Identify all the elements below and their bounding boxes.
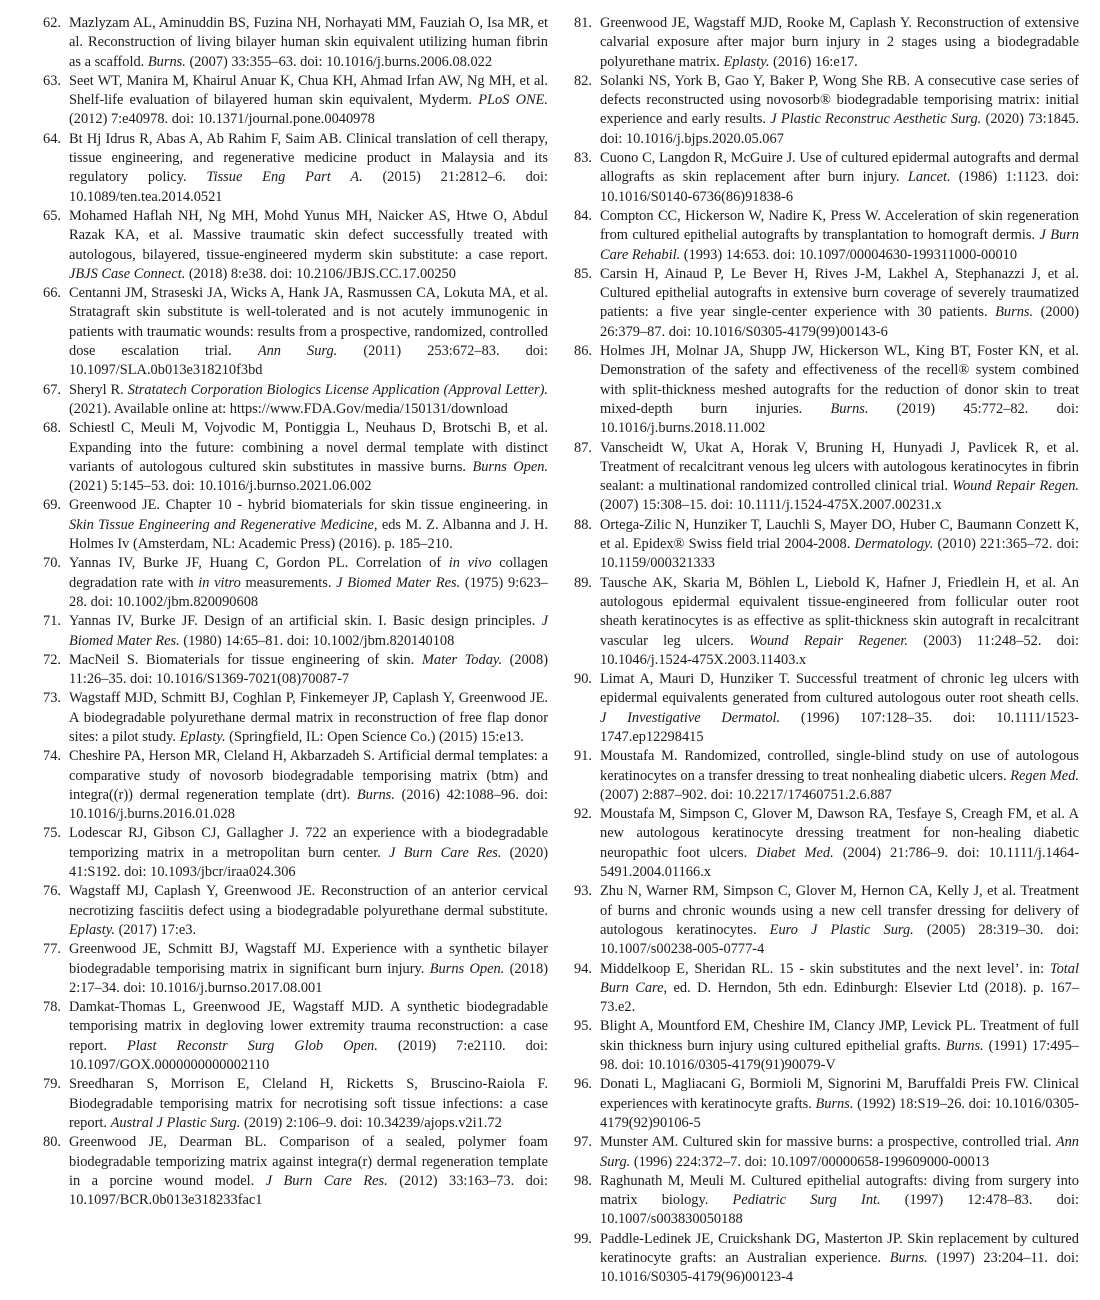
reference-plain-segment: measurements. xyxy=(240,574,337,591)
reference-text xyxy=(69,73,548,128)
reference-italic-segment: Mater Today. xyxy=(421,651,503,668)
reference-text xyxy=(600,1173,1079,1228)
reference-item xyxy=(574,747,1079,805)
reference-plain-segment: (2015) 21:2812–6. doi: 10.1089/ten.tea.2014.0521 xyxy=(69,169,548,205)
references-column-left xyxy=(43,14,548,1292)
reference-text xyxy=(600,575,1079,668)
reference-plain-segment: Centanni JM, Straseski JA, Wicks A, Hank JA, Rasmussen CA, Lokuta MA, et al. Stratagraft skin substitute is well-tolerated and is not acutely immunogenic in patients with traumatic wounds: results from a prospective, randomized, controlled dose escalation trial. xyxy=(69,285,548,360)
reference-number: 86. xyxy=(574,343,592,360)
reference-plain-segment: Mohamed Haflah NH, Ng MH, Mohd Yunus MH, Naicker AS, Htwe O, Abdul Razak KA, et al. Massive traumatic skin defect successfully treated with autologous, bilayered, tissue-engineered myderm skin substitute: a case report. xyxy=(69,207,548,263)
reference-number: 71. xyxy=(43,613,61,630)
reference-plain-segment: Holmes JH, Molnar JA, Shupp JW, Hickerson WL, King BT, Foster KN, et al. Demonstration of the safety and effectiveness of the recell® system combined with split-thickness meshed autografts for the reduction of donor skin to treat mixed-depth burn injuries. xyxy=(600,343,1079,417)
reference-item xyxy=(574,1075,1079,1133)
reference-plain-segment: (2020) 73:1845. doi: 10.1016/j.bjps.2020.05.067 xyxy=(600,111,1079,147)
reference-plain-segment: , ed. D. Herndon, 5th edn. Edinburgh: Elsevier Ltd (2018). p. 167–73.e2. xyxy=(600,979,1079,1016)
reference-italic-segment: Skin Tissue Engineering and Regenerative Medicine xyxy=(69,516,374,533)
reference-number: 92. xyxy=(574,806,592,823)
reference-plain-segment: (2005) 28:319–30. doi: 10.1007/s00238-005-0777-4 xyxy=(600,921,1079,958)
reference-plain-segment: (2010) 221:365–72. doi: 10.1159/000321333 xyxy=(600,536,1079,572)
reference-text xyxy=(69,613,548,648)
reference-text xyxy=(600,15,1079,70)
reference-number: 83. xyxy=(574,150,592,167)
reference-plain-segment: (2012) 7:e40978. doi: 10.1371/journal.pone.0040978 xyxy=(69,111,375,128)
reference-plain-segment: (1996) 224:372–7. doi: 10.1097/00000658-199609000-00013 xyxy=(630,1153,990,1170)
reference-number: 94. xyxy=(574,960,592,977)
reference-plain-segment: Limat A, Mauri D, Hunziker T. Successful treatment of chronic leg ulcers with epidermal equivalents generated from cultured autologous outer root sheath cells. xyxy=(600,671,1079,707)
reference-italic-segment: Wound Repair Regener. xyxy=(749,632,909,649)
reference-italic-segment: Burns. xyxy=(356,786,395,803)
reference-item xyxy=(574,960,1079,1018)
reference-plain-segment: Compton CC, Hickerson W, Nadire K, Press W. Acceleration of skin regeneration from cultured epithelial autografts by transplantation to homograft dermis. xyxy=(600,207,1079,244)
reference-plain-segment: (2011) 253:672–83. doi: 10.1097/SLA.0b013e318210f3bd xyxy=(69,343,548,379)
reference-plain-segment: (2016) 42:1088–96. doi: 10.1016/j.burns.2016.01.028 xyxy=(69,786,548,823)
reference-item xyxy=(574,72,1079,149)
reference-italic-segment: in vivo xyxy=(448,555,492,572)
reference-italic-segment: J Investigative Dermatol. xyxy=(600,709,781,726)
reference-text xyxy=(600,883,1079,957)
reference-plain-segment: MacNeil S. Biomaterials for tissue engineering of skin. xyxy=(69,651,422,668)
reference-italic-segment: JBJS Case Connect. xyxy=(69,265,186,282)
reference-plain-segment: Tausche AK, Skaria M, Böhlen L, Liebold K, Hafner J, Friedlein H, et al. An autologous epidermal equivalent tissue-engineered from follicular outer root sheath keratinocytes is as effective as split-thickness skin autograft in recalcitrant vascular leg ulcers. xyxy=(600,574,1079,649)
reference-plain-segment: (1997) 23:204–11. doi: 10.1016/S0305-4179(96)00123-4 xyxy=(600,1250,1079,1286)
reference-plain-segment: Vanscheidt W, Ukat A, Horak V, Bruning H, Hunyadi J, Pavlicek R, et al. Treatment of recalcitrant venous leg ulcers with autologous keratinocytes in fibrin sealant: a multinational randomized controlled clinical trial. xyxy=(600,439,1079,495)
reference-number: 62. xyxy=(43,15,61,31)
reference-text xyxy=(600,671,1079,745)
reference-text xyxy=(600,517,1079,572)
reference-plain-segment: , eds M. Z. Albanna and J. H. Holmes Iv (Amsterdam, NL: Academic Press) (2016). p. 185–210. xyxy=(69,516,548,553)
reference-text xyxy=(600,806,1079,880)
reference-plain-segment: (1991) 17:495–98. doi: 10.1016/0305-4179(91)90079-V xyxy=(600,1037,1079,1074)
reference-item xyxy=(574,805,1079,882)
reference-number: 79. xyxy=(43,1076,61,1093)
reference-text xyxy=(600,1076,1079,1131)
reference-italic-segment: in vitro xyxy=(198,574,241,591)
reference-number: 76. xyxy=(43,883,61,900)
reference-number: 66. xyxy=(43,285,61,302)
reference-item xyxy=(574,14,1079,72)
reference-item xyxy=(574,1230,1079,1288)
reference-number: 99. xyxy=(574,1230,592,1247)
reference-text xyxy=(69,131,548,205)
reference-item xyxy=(43,72,548,130)
reference-plain-segment: (1975) 9:623–28. doi: 10.1002/jbm.820090608 xyxy=(69,574,548,610)
reference-plain-segment: (2016) 16:e17. xyxy=(769,53,858,70)
reference-number: 68. xyxy=(43,420,61,437)
reference-number: 77. xyxy=(43,941,61,958)
reference-plain-segment: Cheshire PA, Herson MR, Cleland H, Akbarzadeh S. Artificial dermal templates: a comparative study of novosorb biodegradable temporising matrix (btm) and integra((r)) dermal regeneration template (drt). xyxy=(69,748,548,803)
reference-text xyxy=(69,690,548,745)
reference-item xyxy=(43,747,548,824)
reference-plain-segment: Yannas IV, Burke JF. Design of an artificial skin. I. Basic design principles. xyxy=(69,613,542,630)
reference-text xyxy=(69,748,548,822)
reference-plain-segment: (2021) 5:145–53. doi: 10.1016/j.burnso.2021.06.002 xyxy=(69,478,372,495)
reference-italic-segment: Burns. xyxy=(830,400,869,417)
reference-number: 69. xyxy=(43,497,61,514)
reference-item xyxy=(43,1075,548,1133)
reference-italic-segment: J Burn Care Res. xyxy=(389,844,502,861)
reference-italic-segment: Austral J Plastic Surg. xyxy=(110,1114,241,1131)
reference-plain-segment: Ortega-Zilic N, Hunziker T, Lauchli S, Mayer DO, Huber C, Baumann Conzett K, et al. Epidex® Swiss field trial 2004-2008. xyxy=(600,516,1079,553)
reference-item xyxy=(43,14,548,72)
reference-plain-segment: Raghunath M, Meuli M. Cultured epithelial autografts: diving from surgery into matrix biology. xyxy=(600,1172,1079,1209)
reference-item xyxy=(574,1017,1079,1075)
reference-number: 63. xyxy=(43,72,61,89)
reference-plain-segment: (1992) 18:S19–26. doi: 10.1016/0305-4179(92)90106-5 xyxy=(600,1095,1079,1131)
reference-item xyxy=(43,998,548,1075)
reference-plain-segment: (2019) 7:e2110. doi: 10.1097/GOX.0000000000002110 xyxy=(69,1037,548,1074)
reference-plain-segment: (2003) 11:248–52. doi: 10.1046/j.1524-475X.2003.11403.x xyxy=(600,632,1079,668)
reference-text xyxy=(600,208,1079,263)
reference-plain-segment: (2021). Available online at: https://www.FDA.Gov/media/150131/download xyxy=(69,400,508,417)
reference-italic-segment: Regen Med. xyxy=(1010,767,1079,784)
reference-item xyxy=(574,439,1079,516)
reference-item xyxy=(574,342,1079,438)
reference-text xyxy=(69,652,548,687)
reference-text xyxy=(69,208,548,282)
reference-plain-segment: (1996) 107:128–35. doi: 10.1111/1523-1747.ep12298415 xyxy=(600,709,1079,745)
reference-number: 97. xyxy=(574,1134,592,1151)
reference-plain-segment: (2000) 26:379–87. doi: 10.1016/S0305-4179(99)00143-6 xyxy=(600,304,1079,340)
reference-plain-segment: (2019) 2:106–9. doi: 10.34239/ajops.v2i1.72 xyxy=(240,1114,502,1131)
reference-italic-segment: Burns Open. xyxy=(472,458,548,475)
reference-item xyxy=(43,496,548,554)
reference-text xyxy=(600,961,1079,1016)
reference-text xyxy=(69,1134,548,1208)
reference-italic-segment: Burns. xyxy=(995,304,1034,321)
reference-item xyxy=(43,651,548,690)
reference-text xyxy=(69,15,548,70)
reference-item xyxy=(574,1172,1079,1230)
reference-item xyxy=(43,207,548,284)
reference-plain-segment: (2007) 15:308–15. doi: 10.1111/j.1524-475X.2007.00231.x xyxy=(600,497,942,514)
reference-italic-segment: Euro J Plastic Surg. xyxy=(769,921,914,938)
reference-number: 74. xyxy=(43,748,61,765)
reference-number: 73. xyxy=(43,690,61,707)
reference-number: 98. xyxy=(574,1172,592,1189)
reference-italic-segment: J Burn Care Rehabil. xyxy=(600,227,1079,263)
reference-text xyxy=(69,285,548,378)
reference-italic-segment: Burns Open. xyxy=(429,960,505,977)
reference-text xyxy=(69,555,548,610)
reference-item xyxy=(574,574,1079,670)
reference-plain-segment: (2007) 33:355–63. doi: 10.1016/j.burns.2006.08.022 xyxy=(185,53,493,70)
reference-number: 88. xyxy=(574,516,592,533)
reference-plain-segment: Sheryl R. xyxy=(69,381,128,398)
reference-number: 85. xyxy=(574,265,592,282)
reference-text xyxy=(600,1134,1079,1169)
reference-text xyxy=(600,73,1079,147)
reference-number: 72. xyxy=(43,651,61,668)
reference-plain-segment: Wagstaff MJD, Schmitt BJ, Coghlan P, Finkemeyer JP, Caplash Y, Greenwood JE. A biodegradable polyurethane dermal matrix in reconstruction of free flap donor sites: a pilot study. xyxy=(69,690,548,745)
reference-number: 67. xyxy=(43,381,61,398)
reference-number: 93. xyxy=(574,883,592,900)
reference-text xyxy=(69,825,548,880)
reference-plain-segment: Cuono C, Langdon R, McGuire J. Use of cultured epidermal autografts and dermal allografts as skin replacement after burn injury. xyxy=(600,150,1079,186)
reference-text xyxy=(69,883,548,938)
reference-number: 87. xyxy=(574,439,592,456)
reference-italic-segment: Burns. xyxy=(889,1250,928,1266)
reference-number: 70. xyxy=(43,555,61,572)
reference-plain-segment: (2018) 8:e38. doi: 10.2106/JBJS.CC.17.00250 xyxy=(185,265,456,282)
reference-text xyxy=(600,343,1079,436)
reference-plain-segment: Carsin H, Ainaud P, Le Bever H, Rives J-M, Lakhel A, Stephanazzi J, et al. Cultured epithelial autografts in extensive burn coverage of severely traumatized patients: a five year single-center experience with 30 patients. xyxy=(600,265,1079,321)
reference-plain-segment: (2004) 21:786–9. doi: 10.1111/j.1464-5491.2004.01166.x xyxy=(600,844,1079,881)
reference-plain-segment: (1997) 12:478–83. doi: 10.1007/s003830050188 xyxy=(600,1192,1079,1228)
reference-plain-segment: Blight A, Mountford EM, Cheshire IM, Clancy JMP, Levick PL. Treatment of full skin thickness burn injury using cultured epithelial grafts. xyxy=(600,1018,1079,1054)
reference-plain-segment: Greenwood JE, Schmitt BJ, Wagstaff MJ. Experience with a synthetic bilayer biodegradable temporising matrix in significant burn injury. xyxy=(69,941,548,977)
reference-item xyxy=(43,689,548,747)
reference-plain-segment: Sreedharan S, Morrison E, Cleland H, Ricketts S, Bruscino-Raiola F. Biodegradable temporising matrix for necrotising soft tissue infections: a case report. xyxy=(69,1076,548,1131)
reference-text xyxy=(69,941,548,996)
reference-number: 80. xyxy=(43,1134,61,1151)
reference-plain-segment: collagen degradation rate with xyxy=(69,555,549,591)
reference-text xyxy=(69,999,548,1073)
reference-plain-segment: Moustafa M, Simpson C, Glover M, Dawson RA, Tesfaye S, Creagh FM, et al. A new autologous keratinocyte dressing treatment for non-healing diabetic neuropathic foot ulcers. xyxy=(600,806,1079,861)
reference-italic-segment: Wound Repair Regen. xyxy=(952,478,1079,495)
reference-italic-segment: Burns. xyxy=(945,1037,984,1054)
reference-plain-segment: Yannas IV, Burke JF, Huang C, Gordon PL. Correlation of xyxy=(69,555,449,572)
reference-number: 91. xyxy=(574,748,592,765)
reference-italic-segment: Eplasty. xyxy=(179,728,226,745)
reference-number: 64. xyxy=(43,130,61,147)
reference-plain-segment: Middelkoop E, Sheridan RL. 15 - skin substitutes and the next level’. in: xyxy=(600,960,1050,977)
reference-plain-segment: (2007) 2:887–902. doi: 10.2217/17460751.2.6.887 xyxy=(600,786,892,803)
reference-italic-segment: Diabet Med. xyxy=(756,844,834,861)
reference-text xyxy=(600,150,1079,205)
reference-plain-segment: (2017) 17:e3. xyxy=(114,921,197,938)
reference-italic-segment: J Biomed Mater Res. xyxy=(336,574,461,591)
reference-italic-segment: Burns. xyxy=(147,53,186,70)
reference-number: 65. xyxy=(43,207,61,224)
reference-plain-segment: Greenwood JE, Dearman BL. Comparison of a sealed, polymer foam biodegradable temporizing matrix against integra(r) dermal regeneration template in a porcine wound model. xyxy=(69,1134,548,1189)
reference-plain-segment: (1980) 14:65–81. doi: 10.1002/jbm.820140108 xyxy=(179,632,455,649)
reference-plain-segment: Solanki NS, York B, Gao Y, Baker P, Wong She RB. A consecutive case series of defects reconstructed using novosorb® biodegradable temporising matrix: initial experience and early results. xyxy=(600,72,1079,128)
reference-item xyxy=(43,130,548,207)
reference-italic-segment: Stratatech Corporation Biologics License Application (Approval Letter). xyxy=(127,381,548,398)
reference-plain-segment: (2012) 33:163–73. doi: 10.1097/BCR.0b013e318233fac1 xyxy=(69,1172,548,1209)
reference-italic-segment: J Burn Care Res. xyxy=(265,1172,388,1189)
reference-text xyxy=(69,382,548,417)
reference-italic-segment: Pediatric Surg Int. xyxy=(732,1192,881,1209)
reference-italic-segment: Total Burn Care xyxy=(600,960,1079,996)
reference-text xyxy=(600,1018,1079,1073)
reference-item xyxy=(574,1133,1079,1172)
reference-text xyxy=(600,440,1079,514)
reference-italic-segment: J Plastic Reconstruc Aesthetic Surg. xyxy=(770,111,982,128)
reference-plain-segment: Damkat-Thomas L, Greenwood JE, Wagstaff MJD. A synthetic biodegradable temporising matrix in degloving lower extremity trauma reconstruction: a case report. xyxy=(69,999,548,1054)
references-column-right xyxy=(574,14,1079,1292)
reference-italic-segment: Eplasty. xyxy=(69,921,115,938)
reference-item xyxy=(574,882,1079,959)
reference-italic-segment: Plast Reconstr Surg Glob Open. xyxy=(126,1037,378,1054)
reference-number: 90. xyxy=(574,671,592,688)
reference-plain-segment: (2008) 11:26–35. doi: 10.1016/S1369-7021(08)70087-7 xyxy=(69,651,548,688)
reference-item xyxy=(43,1133,548,1210)
reference-plain-segment: Greenwood JE. Chapter 10 - hybrid biomaterials for skin tissue engineering. in xyxy=(69,497,548,514)
reference-text xyxy=(600,266,1079,340)
reference-number: 95. xyxy=(574,1018,592,1035)
reference-plain-segment: Zhu N, Warner RM, Simpson C, Glover M, Hernon CA, Kelly J, et al. Treatment of burns and chronic wounds using a new cell transfer dressing for delivery of autologous keratinocytes. xyxy=(600,883,1079,938)
reference-plain-segment: Wagstaff MJ, Caplash Y, Greenwood JE. Reconstruction of an anterior cervical necrotizing fasciitis defect using a biodegradable polyurethane dermal substitute. xyxy=(69,883,548,919)
reference-number: 81. xyxy=(574,15,592,31)
reference-number: 75. xyxy=(43,825,61,842)
reference-plain-segment: (1986) 1:1123. doi: 10.1016/S0140-6736(86)91838-6 xyxy=(600,169,1079,205)
reference-item xyxy=(43,824,548,882)
reference-plain-segment: Donati L, Magliacani G, Bormioli M, Signorini M, Baruffaldi Preis FW. Clinical experiences with keratinocyte grafts. xyxy=(600,1076,1079,1112)
reference-item xyxy=(43,284,548,380)
reference-item xyxy=(43,381,548,420)
reference-item xyxy=(574,516,1079,574)
reference-plain-segment: (2018) 2:17–34. doi: 10.1016/j.burnso.2017.08.001 xyxy=(69,960,548,996)
reference-number: 84. xyxy=(574,207,592,224)
reference-plain-segment: Munster AM. Cultured skin for massive burns: a prospective, controlled trial. xyxy=(600,1134,1056,1151)
reference-plain-segment: Lodescar RJ, Gibson CJ, Gallagher J. 722 an experience with a biodegradable temporizing matrix in a metropolitan burn center. xyxy=(69,825,548,861)
reference-item xyxy=(574,670,1079,747)
reference-italic-segment: Tissue Eng Part A. xyxy=(206,169,363,186)
reference-plain-segment: Moustafa M. Randomized, controlled, single-blind study on use of autologous keratinocytes on a transfer dressing to treat nonhealing diabetic ulcers. xyxy=(600,748,1079,784)
reference-plain-segment: Seet WT, Manira M, Khairul Anuar K, Chua KH, Ahmad Irfan AW, Ng MH, et al. Shelf-life evaluation of bilayered human skin equivalent, Myderm. xyxy=(69,72,548,109)
reference-text xyxy=(600,748,1079,803)
reference-number: 78. xyxy=(43,999,61,1016)
reference-italic-segment: Ann Surg. xyxy=(257,343,338,360)
reference-italic-segment: Dermatology. xyxy=(854,536,934,553)
reference-number: 89. xyxy=(574,574,592,591)
reference-item xyxy=(43,882,548,940)
reference-plain-segment: Bt Hj Idrus R, Abas A, Ab Rahim F, Saim AB. Clinical translation of cell therapy, tissue engineering, and regenerative medicine product in Malaysia and its regulatory policy. xyxy=(69,130,548,186)
reference-italic-segment: Ann Surg. xyxy=(600,1134,1079,1170)
reference-plain-segment: Schiestl C, Meuli M, Vojvodic M, Pontiggia L, Neuhaus D, Brotschi B, et al. Expanding into the future: combining a novel dermal template with distinct variants of autologous cultured skin substitutes in massive burns. xyxy=(69,420,548,475)
reference-item xyxy=(43,419,548,496)
reference-text xyxy=(69,420,548,494)
reference-item xyxy=(574,265,1079,342)
reference-item xyxy=(574,207,1079,265)
reference-italic-segment: Eplasty. xyxy=(723,53,770,70)
reference-italic-segment: Lancet. xyxy=(907,169,951,186)
reference-item xyxy=(574,149,1079,207)
reference-italic-segment: PLoS ONE. xyxy=(478,92,548,109)
reference-plain-segment: Greenwood JE, Wagstaff MJD, Rooke M, Caplash Y. Reconstruction of extensive calvarial exposure after major burn injury in 2 stages using a biodegradable polyurethane matrix. xyxy=(600,15,1079,70)
reference-plain-segment: Mazlyzam AL, Aminuddin BS, Fuzina NH, Norhayati MM, Fauziah O, Isa MR, et al. Reconstruction of living bilayer human skin equivalent utilizing human fibrin as a scaffold. xyxy=(69,15,548,70)
reference-plain-segment: (1993) 14:653. doi: 10.1097/00004630-199311000-00010 xyxy=(680,246,1018,263)
reference-plain-segment: Paddle-Ledinek JE, Cruickshank DG, Masterton JP. Skin replacement by cultured keratinocyte grafts: an Australian experience. xyxy=(600,1230,1079,1266)
reference-number: 82. xyxy=(574,72,592,89)
reference-plain-segment: (2020) 41:S192. doi: 10.1093/jbcr/iraa024.306 xyxy=(69,844,548,881)
reference-italic-segment: J Biomed Mater Res. xyxy=(69,613,548,649)
reference-text xyxy=(600,1231,1079,1286)
reference-item xyxy=(43,612,548,651)
reference-italic-segment: Burns. xyxy=(815,1095,854,1112)
reference-item xyxy=(43,940,548,998)
reference-item xyxy=(43,554,548,612)
reference-number: 96. xyxy=(574,1076,592,1093)
reference-plain-segment: (2019) 45:772–82. doi: 10.1016/j.burns.2018.11.002 xyxy=(600,400,1079,437)
reference-text xyxy=(69,1076,548,1131)
reference-text xyxy=(69,497,548,552)
reference-plain-segment: (Springfield, IL: Open Science Co.) (2015) 15:e13. xyxy=(225,728,524,745)
